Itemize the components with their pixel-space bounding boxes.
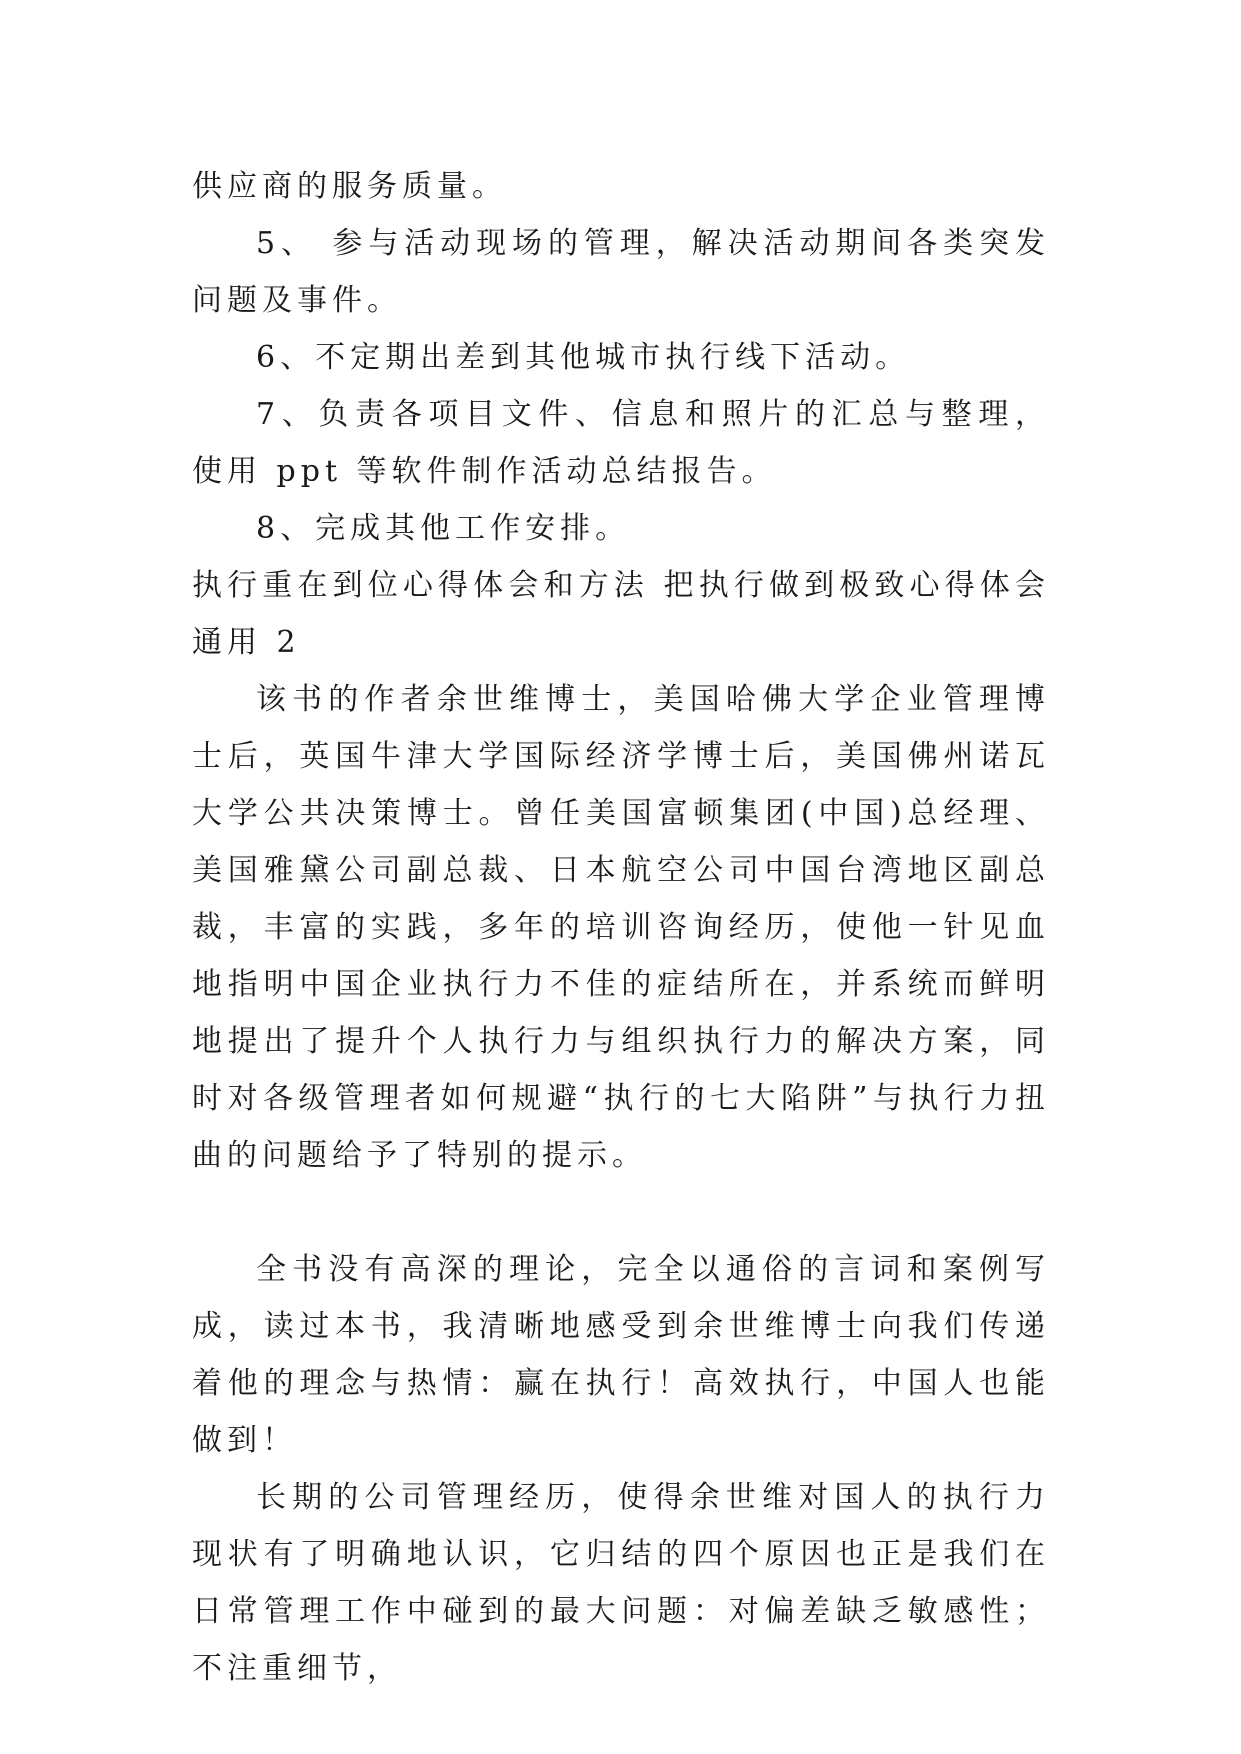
- list-item-8: 8、完成其他工作安排。: [256, 511, 631, 546]
- paragraph-gap: [192, 1184, 1050, 1241]
- list-item-5: 5、 参与活动现场的管理，解决活动期间各类突发问题及事件。: [192, 226, 1050, 318]
- paragraph-book: 全书没有高深的理论，完全以通俗的言词和案例写成，读过本书，我清晰地感受到余世维博士向我们传递着他的理念与热情：赢在执行！高效执行，中国人也能做到！: [192, 1252, 1050, 1458]
- continuation-text: 供应商的服务质量。: [192, 169, 507, 204]
- paragraph-experience: 长期的公司管理经历，使得余世维对国人的执行力现状有了明确地认识，它归结的四个原因也正是我们在日常管理工作中碰到的最大问题：对偏差缺乏敏感性；不注重细节，: [192, 1480, 1050, 1686]
- list-item-7: 7、负责各项目文件、信息和照片的汇总与整理，使用 ppt 等软件制作活动总结报告。: [192, 397, 1050, 489]
- list-item-6: 6、不定期出差到其他城市执行线下活动。: [256, 340, 911, 375]
- paragraph-author: 该书的作者余世维博士，美国哈佛大学企业管理博士后，英国牛津大学国际经济学博士后，美国佛州诺瓦大学公共决策博士。曾任美国富顿集团(中国)总经理、美国雅黛公司副总裁、日本航空公司中国台湾地区副总裁，丰富的实践，多年的培训咨询经历，使他一针见血地指明中国企业执行力不佳的症结所在，并系统而鲜明地提出了提升个人执行力与组织执行力的解决方案，同时对各级管理者如何规避“执行的七大陷阱”与执行力扭曲的问题给予了特别的提示。: [192, 682, 1050, 1173]
- section-heading: 执行重在到位心得体会和方法 把执行做到极致心得体会通用 2: [192, 568, 1050, 660]
- document-page: [192, 158, 1050, 1697]
